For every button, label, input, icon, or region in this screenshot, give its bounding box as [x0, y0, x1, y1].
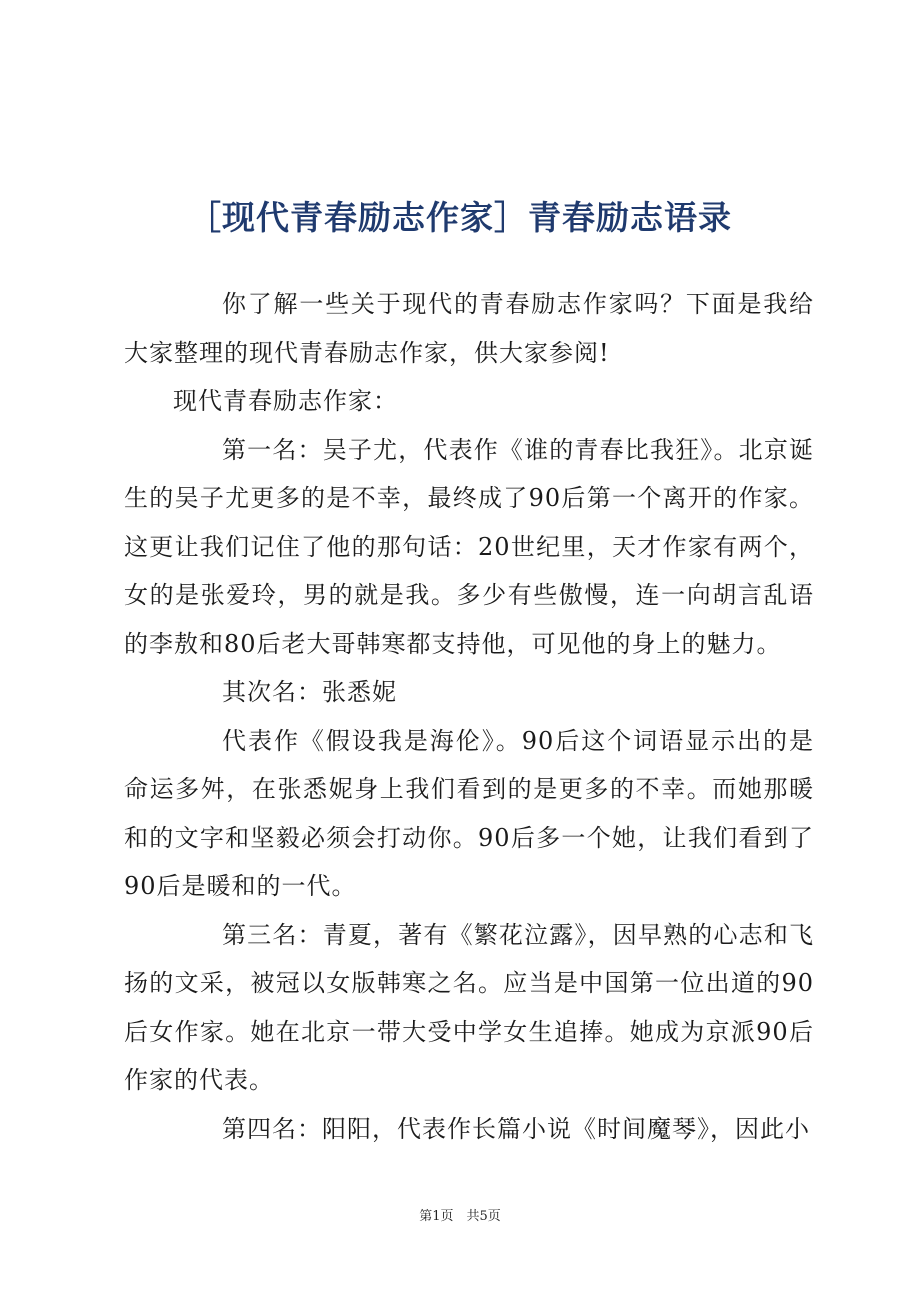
paragraph-second: 代表作《假设我是海伦》。90后这个词语显示出的是命运多舛，在张悉妮身上我们看到的是更多的不幸。而她那暖和的文字和坚毅必须会打动你。90后多一个她，让我们看到了90后是暖和的一代。 — [124, 726, 814, 900]
paragraph-third: 第三名：青夏，著有《繁花泣露》，因早熟的心志和飞扬的文采，被冠以女版韩寒之名。应当是中国第一位出道的90后女作家。她在北京一带大受中学女生追捧。她成为京派90后作家的代表。 — [124, 920, 814, 1094]
paragraph-fourth: 第四名：阳阳，代表作长篇小说《时间魔琴》，因此小 — [222, 1114, 810, 1143]
document-body — [124, 280, 814, 1153]
page-footer: 第1页 共5页 — [419, 1209, 501, 1224]
paragraph-heading: 现代青春励志作家： — [173, 387, 398, 415]
document-title: ［现代青春励志作家］青春励志语录 — [188, 198, 732, 237]
paragraph-intro: 你了解一些关于现代的青春励志作家吗？下面是我给大家整理的现代青春励志作家，供大家参阅! — [124, 290, 814, 367]
paragraph-first: 第一名：吴子尤，代表作《谁的青春比我狂》。北京诞生的吴子尤更多的是不幸，最终成了90后第一个离开的作家。这更让我们记住了他的那句话：20世纪里，天才作家有两个，女的是张爱玲，男的就是我。多少有些傲慢，连一向胡言乱语的李敖和80后老大哥韩寒都支持他，可见他的身上的魅力。 — [124, 435, 814, 658]
paragraph-second-heading: 其次名：张悉妮 — [222, 678, 397, 706]
